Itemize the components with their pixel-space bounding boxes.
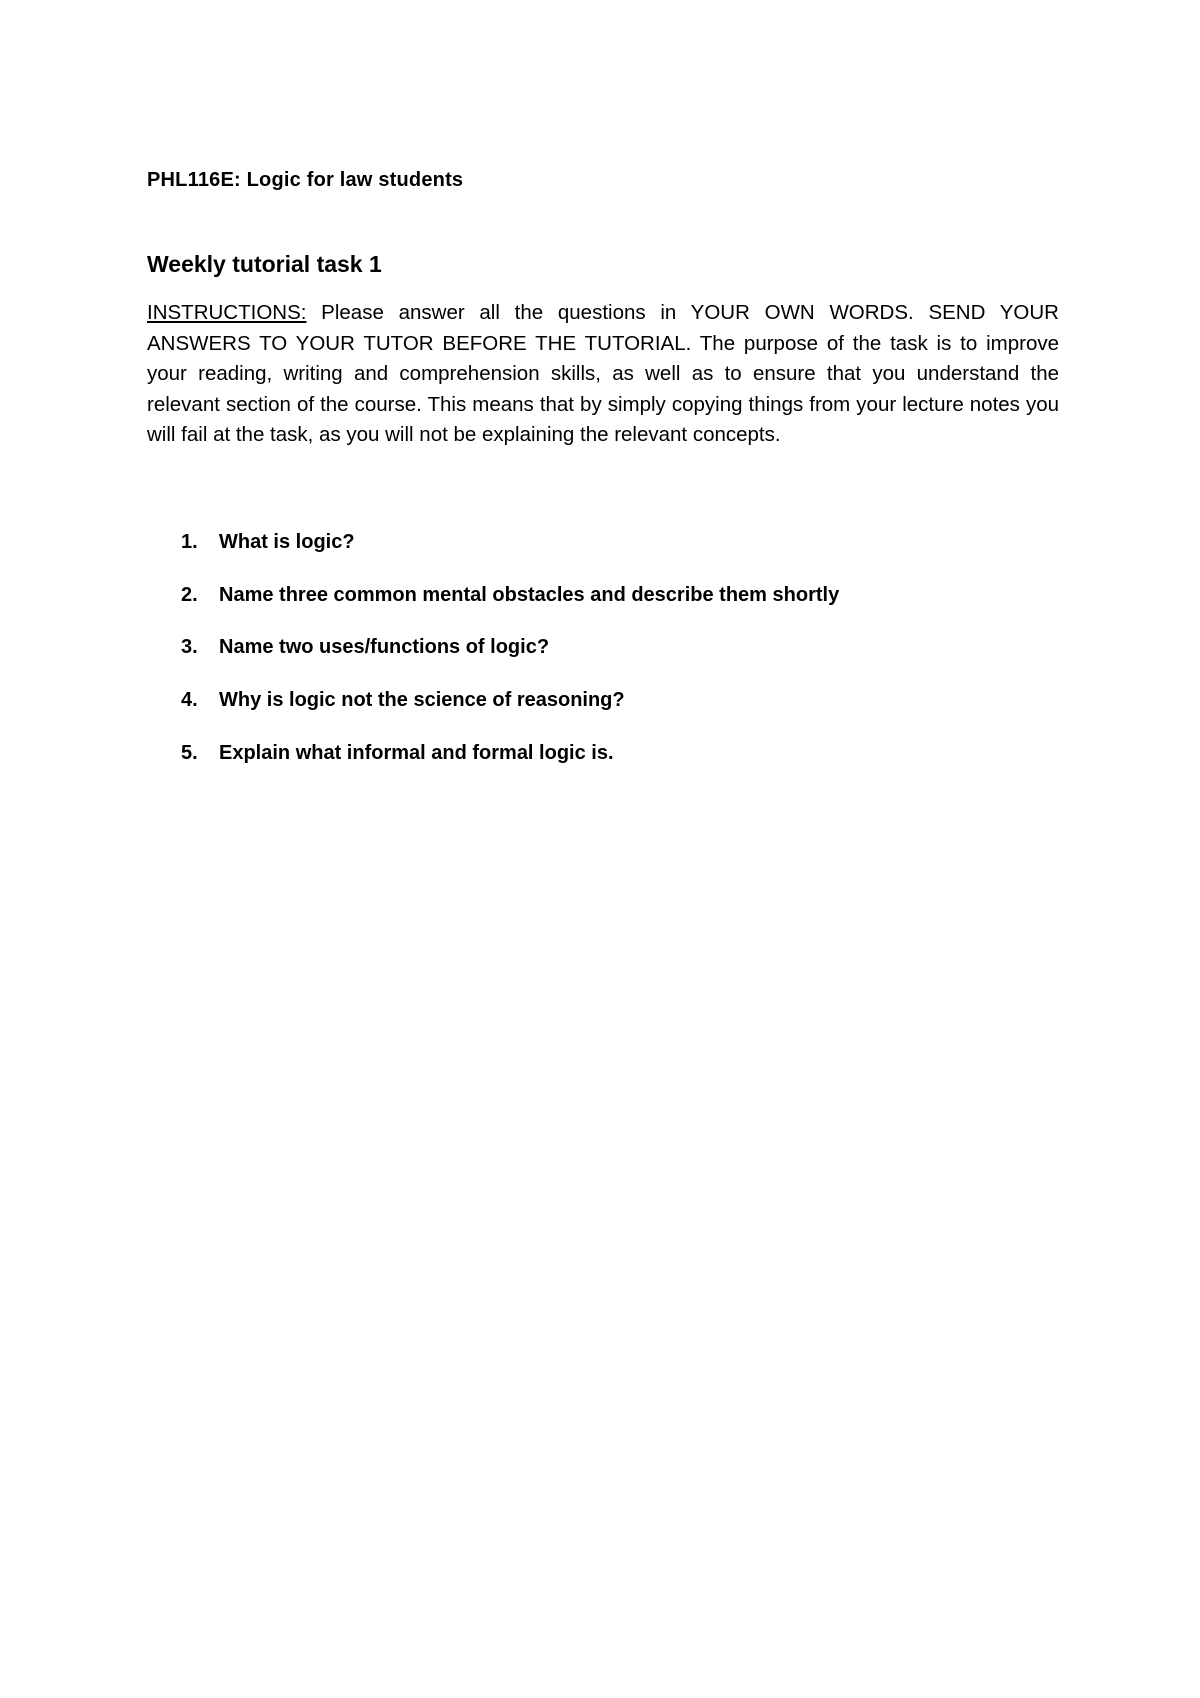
question-item [147,688,1047,741]
question-item [147,583,1047,636]
question-text: Explain what informal and formal logic is. [219,741,614,764]
question-text: Name two uses/functions of logic? [219,636,550,659]
instructions-label: INSTRUCTIONS: [147,301,307,324]
question-number: 1. [181,531,198,553]
question-item [147,530,1047,583]
question-item [147,741,1047,794]
question-number: 4. [181,689,198,712]
question-number: 2. [181,583,198,606]
instructions-paragraph [147,298,1059,451]
question-number: 3. [181,636,198,659]
question-item [147,635,1047,688]
question-list [147,530,1047,793]
question-number: 5. [181,741,198,764]
question-text: Name three common mental obstacles and describe them shortly [219,583,840,606]
task-heading: Weekly tutorial task 1 [147,251,382,277]
question-text: Why is logic not the science of reasoning? [219,689,625,712]
course-title: PHL116E: Logic for law students [147,169,464,191]
question-text: What is logic? [219,531,355,553]
instructions-text: Please answer all the questions in YOUR OWN WORDS. SEND YOUR ANSWERS TO YOUR TUTOR BEFORE THE TUTORIAL. The purpose of the task is to improve your reading, writing and comprehension skills, as well as to ensure that you understand the relevant section of the course. This means that by simply copying things from your lecture notes you will fail at the task, as you will not be explaining the relevant concepts. [147,301,1059,447]
